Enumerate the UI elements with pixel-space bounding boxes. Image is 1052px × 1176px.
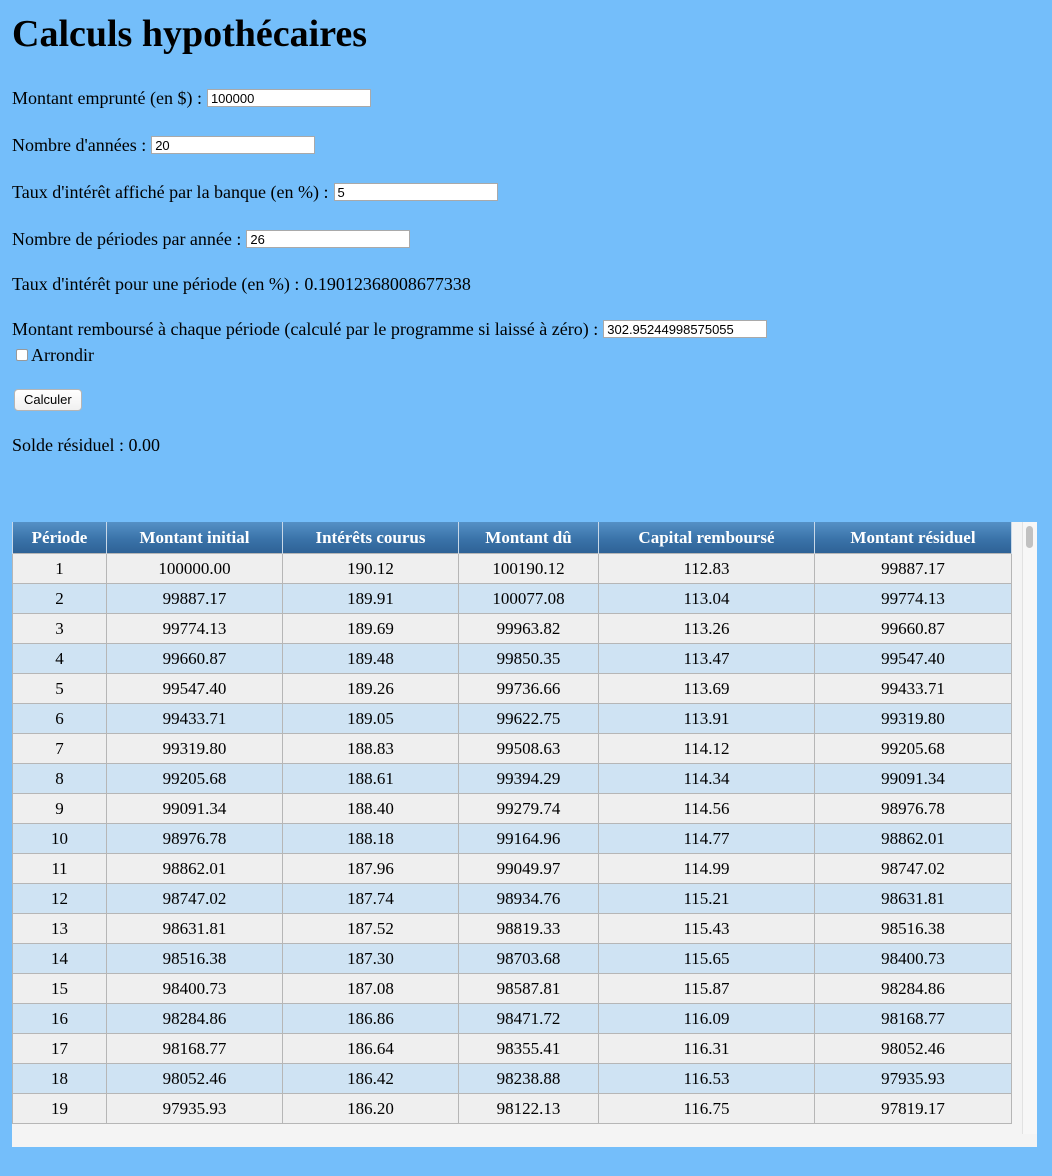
table-cell: 98976.78 [107,824,283,854]
table-cell: 186.42 [283,1064,459,1094]
page-title: Calculs hypothécaires [12,13,368,55]
table-cell: 190.12 [283,554,459,584]
table-cell: 189.48 [283,644,459,674]
table-cell: 186.86 [283,1004,459,1034]
taux-periode-row [12,273,471,295]
table-cell: 98516.38 [107,944,283,974]
table-cell: 114.56 [599,794,815,824]
table-body [13,554,1012,1124]
table-cell: 97935.93 [107,1094,283,1124]
calculer-button[interactable]: Calculer [14,389,82,411]
table-cell: 115.21 [599,884,815,914]
montant-row [12,87,371,109]
table-cell: 97819.17 [815,1094,1012,1124]
table-cell: 186.64 [283,1034,459,1064]
table-cell: 99887.17 [107,584,283,614]
table-cell: 98122.13 [459,1094,599,1124]
amortization-table [12,522,1012,1124]
table-cell: 99850.35 [459,644,599,674]
table-row [13,824,1012,854]
table-row [13,1004,1012,1034]
taux-input[interactable] [334,183,498,201]
taux-row [12,181,498,203]
table-cell: 98747.02 [815,854,1012,884]
table-row [13,734,1012,764]
table-cell: 188.18 [283,824,459,854]
table-cell: 99319.80 [107,734,283,764]
header-periode: Période [13,522,107,554]
table-row [13,1034,1012,1064]
table-cell: 99394.29 [459,764,599,794]
table-row [13,554,1012,584]
table-cell: 16 [13,1004,107,1034]
table-cell: 98976.78 [815,794,1012,824]
table-cell: 15 [13,974,107,1004]
annees-label: Nombre d'années : [12,135,147,155]
taux-periode-value: 0.19012368008677338 [304,274,471,294]
table-row [13,854,1012,884]
table-row [13,974,1012,1004]
header-montant-residuel: Montant résiduel [815,522,1012,554]
header-interets-courus: Intérêts courus [283,522,459,554]
remboursement-label: Montant remboursé à chaque période (calculé par le programme si laissé à zéro) : [12,319,599,339]
taux-label: Taux d'intérêt affiché par la banque (en %) : [12,182,329,202]
table-cell: 189.91 [283,584,459,614]
periodes-input[interactable] [246,230,410,248]
table-cell: 99164.96 [459,824,599,854]
table-cell: 99508.63 [459,734,599,764]
table-cell: 99205.68 [815,734,1012,764]
table-cell: 98747.02 [107,884,283,914]
table-cell: 98284.86 [107,1004,283,1034]
table-cell: 189.26 [283,674,459,704]
table-row [13,944,1012,974]
annees-input[interactable] [151,136,315,154]
table-cell: 113.69 [599,674,815,704]
table-cell: 98587.81 [459,974,599,1004]
table-cell: 99205.68 [107,764,283,794]
table-cell: 98168.77 [815,1004,1012,1034]
table-cell: 99622.75 [459,704,599,734]
table-cell: 2 [13,584,107,614]
table-row [13,1064,1012,1094]
table-cell: 3 [13,614,107,644]
table-cell: 189.05 [283,704,459,734]
table-cell: 99660.87 [815,614,1012,644]
table-cell: 115.87 [599,974,815,1004]
amortization-table-container[interactable] [12,522,1037,1147]
table-row [13,614,1012,644]
table-row [13,884,1012,914]
table-cell: 99963.82 [459,614,599,644]
table-row [13,1094,1012,1124]
table-row [13,794,1012,824]
arrondir-checkbox[interactable] [16,349,28,361]
table-row [13,764,1012,794]
table-cell: 187.08 [283,974,459,1004]
montant-label: Montant emprunté (en $) : [12,88,202,108]
taux-periode-label: Taux d'intérêt pour une période (en %) : [12,274,300,294]
table-cell: 187.52 [283,914,459,944]
table-cell: 7 [13,734,107,764]
table-cell: 12 [13,884,107,914]
table-cell: 99049.97 [459,854,599,884]
table-cell: 187.30 [283,944,459,974]
table-cell: 98238.88 [459,1064,599,1094]
table-cell: 100000.00 [107,554,283,584]
table-cell: 8 [13,764,107,794]
table-cell: 113.47 [599,644,815,674]
table-cell: 187.74 [283,884,459,914]
table-cell: 98703.68 [459,944,599,974]
periodes-row [12,228,410,250]
table-cell: 99433.71 [107,704,283,734]
table-cell: 98471.72 [459,1004,599,1034]
table-cell: 99547.40 [815,644,1012,674]
table-cell: 17 [13,1034,107,1064]
table-cell: 6 [13,704,107,734]
montant-input[interactable] [207,89,371,107]
table-cell: 98819.33 [459,914,599,944]
table-cell: 9 [13,794,107,824]
table-cell: 99433.71 [815,674,1012,704]
table-cell: 113.04 [599,584,815,614]
table-cell: 99547.40 [107,674,283,704]
solde-label: Solde résiduel : [12,435,124,455]
table-cell: 186.20 [283,1094,459,1124]
table-row [13,674,1012,704]
table-cell: 98355.41 [459,1034,599,1064]
table-cell: 98052.46 [107,1064,283,1094]
table-row [13,584,1012,614]
table-header-row [13,522,1012,554]
table-cell: 98284.86 [815,974,1012,1004]
table-cell: 98400.73 [107,974,283,1004]
table-cell: 187.96 [283,854,459,884]
table-cell: 13 [13,914,107,944]
table-cell: 98862.01 [107,854,283,884]
table-cell: 115.65 [599,944,815,974]
periodes-label: Nombre de périodes par année : [12,229,242,249]
table-cell: 114.34 [599,764,815,794]
table-cell: 98631.81 [815,884,1012,914]
table-cell: 98862.01 [815,824,1012,854]
table-cell: 99774.13 [815,584,1012,614]
table-cell: 116.31 [599,1034,815,1064]
arrondir-label: Arrondir [31,345,94,365]
table-cell: 100077.08 [459,584,599,614]
scrollbar-thumb[interactable] [1026,526,1033,548]
table-cell: 188.61 [283,764,459,794]
table-cell: 114.99 [599,854,815,884]
table-cell: 116.75 [599,1094,815,1124]
table-cell: 99279.74 [459,794,599,824]
table-cell: 10 [13,824,107,854]
remboursement-input[interactable] [603,320,767,338]
table-cell: 98400.73 [815,944,1012,974]
table-row [13,704,1012,734]
table-cell: 99319.80 [815,704,1012,734]
table-cell: 97935.93 [815,1064,1012,1094]
table-cell: 188.83 [283,734,459,764]
header-montant-du: Montant dû [459,522,599,554]
arrondir-row [12,344,94,366]
horizontal-scrollbar[interactable] [12,1134,1037,1147]
table-cell: 99091.34 [815,764,1012,794]
table-cell: 99887.17 [815,554,1012,584]
table-cell: 98052.46 [815,1034,1012,1064]
table-cell: 116.53 [599,1064,815,1094]
table-cell: 14 [13,944,107,974]
table-cell: 113.26 [599,614,815,644]
table-cell: 113.91 [599,704,815,734]
annees-row [12,134,315,156]
table-cell: 98934.76 [459,884,599,914]
table-cell: 189.69 [283,614,459,644]
header-capital-rembourse: Capital remboursé [599,522,815,554]
table-cell: 115.43 [599,914,815,944]
remboursement-row [12,318,767,340]
table-row [13,644,1012,674]
table-cell: 98631.81 [107,914,283,944]
table-cell: 99091.34 [107,794,283,824]
vertical-scrollbar[interactable] [1022,522,1037,1134]
table-cell: 11 [13,854,107,884]
table-cell: 1 [13,554,107,584]
table-cell: 100190.12 [459,554,599,584]
table-cell: 112.83 [599,554,815,584]
table-cell: 5 [13,674,107,704]
table-cell: 188.40 [283,794,459,824]
table-cell: 99774.13 [107,614,283,644]
table-cell: 99660.87 [107,644,283,674]
table-cell: 98168.77 [107,1034,283,1064]
table-cell: 18 [13,1064,107,1094]
table-cell: 116.09 [599,1004,815,1034]
table-cell: 4 [13,644,107,674]
table-cell: 114.12 [599,734,815,764]
table-cell: 114.77 [599,824,815,854]
solde-residuel [12,434,160,456]
table-cell: 19 [13,1094,107,1124]
table-cell: 99736.66 [459,674,599,704]
solde-value: 0.00 [128,435,160,455]
table-row [13,914,1012,944]
table-cell: 98516.38 [815,914,1012,944]
header-montant-initial: Montant initial [107,522,283,554]
